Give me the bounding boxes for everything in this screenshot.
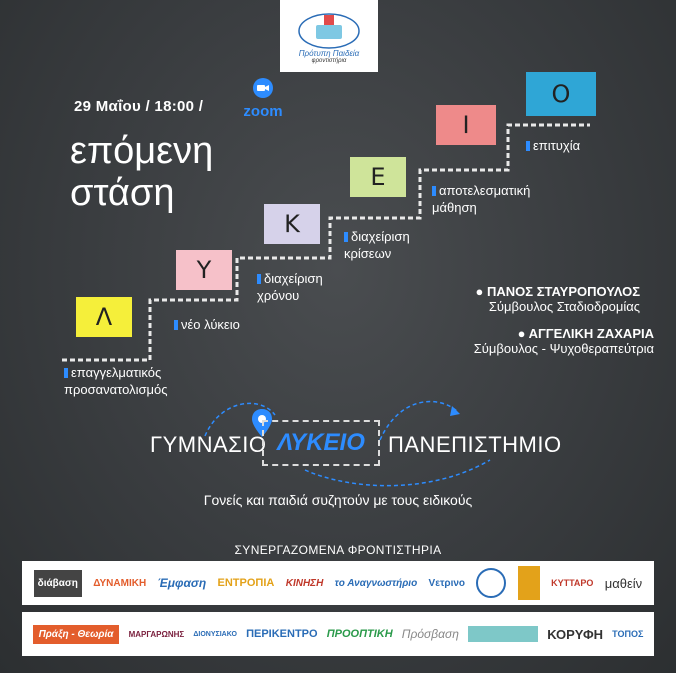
partner-logo: διάβαση (34, 570, 82, 597)
step-label-6: επιτυχία (526, 137, 580, 154)
partner-logo: Πρόσβαση (401, 627, 459, 641)
step-label-1: επαγγελματικός προσανατολισμός (64, 365, 168, 397)
partner-logo: ΚΥΤΤΑΡΟ (551, 578, 594, 588)
partners-row-1 (22, 561, 654, 605)
partner-logo: το Αναγνωστήριο (334, 577, 418, 589)
partners-title: ΣΥΝΕΡΓΑΖΟΜΕΝΑ ΦΡΟΝΤΙΣΤΗΡΙΑ (234, 543, 442, 557)
speaker-role: Σύμβουλος Σταδιοδρομίας (488, 299, 640, 314)
speaker-name: ● ΑΓΓΕΛΙΚΗ ΖΑΧΑΡΙΑ (517, 326, 654, 341)
step-card-kappa: Κ (264, 204, 320, 244)
step-card-epsilon: Ε (350, 157, 406, 197)
speaker-name: ● ΠΑΝΟΣ ΣΤΑΥΡΟΠΟΥΛΟΣ (475, 284, 640, 299)
partner-logo: ΚΟΡΥΦΗ (547, 626, 603, 642)
speaker-role: Σύμβουλος - Ψυχοθεραπεύτρια (473, 341, 654, 356)
partner-logo: ΚΙΝΗΣΗ (285, 577, 324, 589)
partner-logo: Vετρινο (428, 577, 466, 589)
partner-logo: ΜΑΡΓΑΡΩΝΗΣ (128, 629, 185, 639)
partner-logo: ΠΕΡΙΚΕΝΤΡΟ (246, 628, 318, 640)
partner-emblem-icon (468, 626, 538, 642)
partner-logo: ΔΙΟΝΥΣΙΑΚΟ (193, 630, 237, 638)
event-date-time: 29 Μαΐου / 18:00 / (74, 98, 204, 115)
step-label-2: νέο λύκειο (174, 316, 240, 333)
step-card-lambda: Λ (76, 297, 132, 337)
step-card-upsilon: Υ (176, 250, 232, 290)
brand-logo-sub: φροντιστήρια (311, 57, 347, 64)
subtitle: Γονείς και παιδιά συζητούν με τους ειδικούς (203, 492, 473, 508)
partner-emblem-icon (518, 566, 540, 600)
partner-logo: ΕΝΤΡΟΠΙΑ (217, 577, 275, 589)
headline-line-2: στάση (70, 172, 175, 214)
partner-logo: ΔΥΝΑΜΙΚΗ (93, 577, 147, 589)
partners-row-2 (22, 612, 654, 656)
partner-logo: Πράξη - Θεωρία (33, 625, 120, 644)
step-label-5: αποτελεσματική μάθηση (432, 183, 531, 215)
partner-logo: ΤΟΠΟΣ (612, 629, 644, 639)
partner-logo: ΠΡΟΟΠΤΙΚΗ (326, 628, 393, 640)
headline-line-1: επόμενη (70, 130, 214, 172)
brand-logo-text: Πρότυπη Παιδεία (298, 48, 360, 58)
path-gymnasio: ΓΥΜΝΑΣΙΟ (150, 432, 267, 457)
step-label-4: διαχείριση κρίσεων (344, 229, 410, 261)
step-card-iota: Ι (436, 105, 496, 145)
path-lykeio: ΛΥΚΕΙΟ (262, 420, 380, 466)
path-panepistimio: ΠΑΝΕΠΙΣΤΗΜΙΟ (388, 432, 562, 457)
zoom-label: zoom (243, 103, 283, 120)
partner-logo: μαθείν (604, 575, 643, 591)
step-label-3: διαχείριση χρόνου (257, 271, 323, 303)
step-card-omicron: Ο (526, 72, 596, 116)
partner-logo: Έμφαση (157, 576, 207, 590)
partner-emblem-icon (476, 568, 506, 598)
